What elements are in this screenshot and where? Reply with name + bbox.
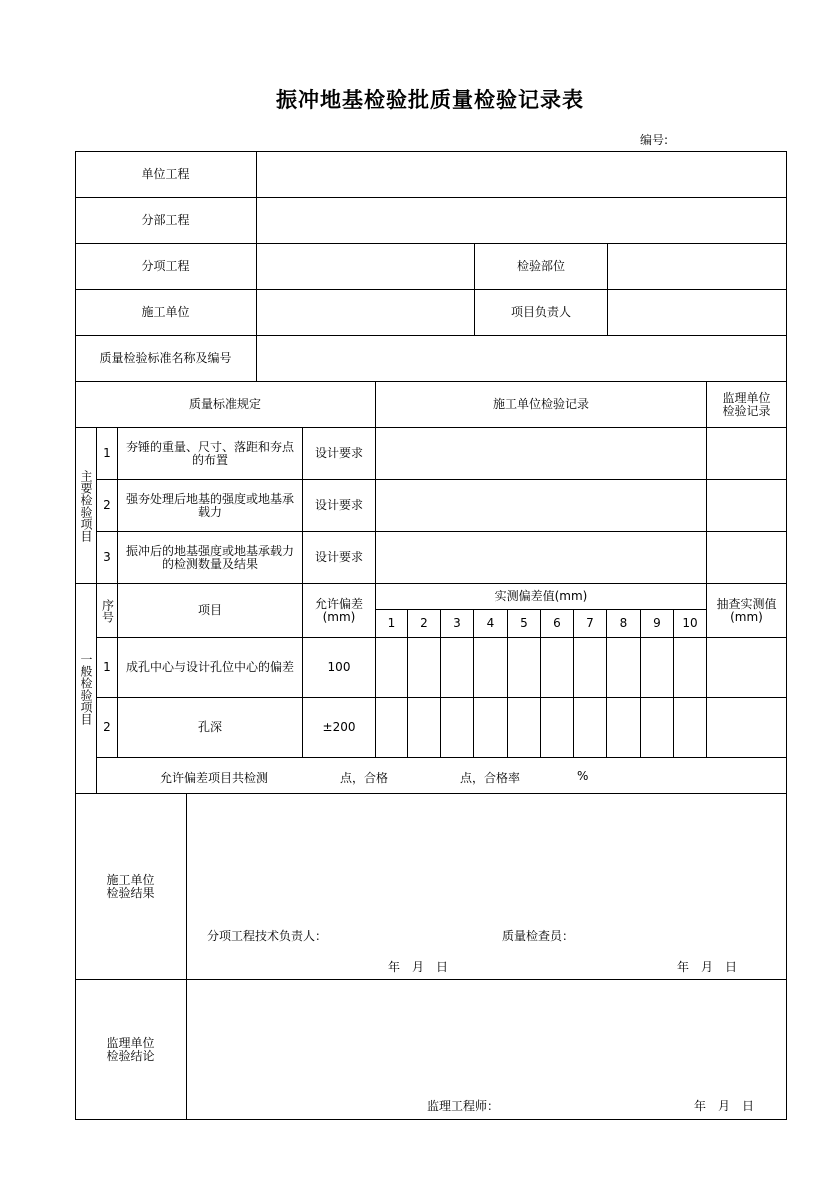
col-measured: 实测偏差值(mm)	[376, 584, 707, 610]
field-project-manager[interactable]	[608, 290, 787, 336]
main-item-desc: 强夯处理后地基的强度或地基承载力	[118, 480, 303, 532]
main-item-supervision-record[interactable]	[707, 532, 787, 584]
main-item-requirement: 设计要求	[303, 428, 376, 480]
main-items-label: 主要检验项目	[75, 428, 97, 584]
construction-date-2: 年 月 日	[677, 960, 738, 974]
measured-value-cell[interactable]	[376, 638, 408, 698]
summary-text-rate: 点，合格率	[460, 771, 521, 785]
main-item-construction-record[interactable]	[376, 480, 707, 532]
field-inspection-location[interactable]	[608, 244, 787, 290]
construction-date-1: 年 月 日	[388, 960, 449, 974]
measured-value-cell[interactable]	[574, 638, 607, 698]
main-item-desc: 振冲后的地基强度或地基承载力的检测数量及结果	[118, 532, 303, 584]
field-construction-unit[interactable]	[257, 290, 475, 336]
measured-value-cell[interactable]	[508, 698, 541, 758]
supervision-date: 年 月 日	[694, 1099, 755, 1113]
main-item-requirement: 设计要求	[303, 480, 376, 532]
spot-check-cell[interactable]	[707, 698, 787, 758]
point-header: 10	[674, 610, 707, 638]
measured-value-cell[interactable]	[376, 698, 408, 758]
point-header: 1	[376, 610, 408, 638]
point-header: 5	[508, 610, 541, 638]
measured-value-cell[interactable]	[674, 698, 707, 758]
point-header: 6	[541, 610, 574, 638]
measured-value-cell[interactable]	[474, 698, 508, 758]
label-construction-unit: 施工单位	[75, 290, 257, 336]
measured-value-cell[interactable]	[408, 698, 441, 758]
measured-value-cell[interactable]	[441, 698, 474, 758]
measured-value-cell[interactable]	[508, 638, 541, 698]
main-item-no: 3	[97, 532, 118, 584]
general-item-tolerance: 100	[303, 638, 376, 698]
point-header: 2	[408, 610, 441, 638]
label-project-manager: 项目负责人	[475, 290, 608, 336]
main-item-construction-record[interactable]	[376, 532, 707, 584]
point-header: 7	[574, 610, 607, 638]
construction-result-field[interactable]	[187, 794, 787, 980]
main-item-supervision-record[interactable]	[707, 428, 787, 480]
tech-lead-label: 分项工程技术负责人：	[207, 929, 328, 943]
main-item-no: 2	[97, 480, 118, 532]
field-item-project[interactable]	[257, 244, 475, 290]
label-inspection-location: 检验部位	[475, 244, 608, 290]
measured-value-cell[interactable]	[641, 638, 674, 698]
main-item-requirement: 设计要求	[303, 532, 376, 584]
measured-value-cell[interactable]	[674, 638, 707, 698]
col-item: 项目	[118, 584, 303, 638]
supervision-result-label: 监理单位检验结论	[75, 980, 187, 1120]
field-standard-name[interactable]	[257, 336, 787, 382]
col-tolerance	[303, 584, 376, 638]
label-standard-name: 质量检验标准名称及编号	[75, 336, 257, 382]
measured-value-cell[interactable]	[408, 638, 441, 698]
general-item-desc: 成孔中心与设计孔位中心的偏差	[118, 638, 303, 698]
label-sub-project: 分部工程	[75, 198, 257, 244]
engineer-label: 监理工程师：	[427, 1099, 500, 1113]
construction-result-label: 施工单位检验结果	[75, 794, 187, 980]
measured-value-cell[interactable]	[541, 638, 574, 698]
measured-value-cell[interactable]	[474, 638, 508, 698]
general-items-label: 一般检验项目	[75, 584, 97, 794]
main-item-desc: 夯锤的重量、尺寸、落距和夯点的布置	[118, 428, 303, 480]
number-label: 编号:	[640, 133, 669, 147]
point-header: 3	[441, 610, 474, 638]
main-item-no: 1	[97, 428, 118, 480]
summary-text-total: 允许偏差项目共检测	[160, 771, 269, 785]
main-item-supervision-record[interactable]	[707, 480, 787, 532]
form-title: 振冲地基检验批质量检验记录表	[276, 88, 584, 112]
general-item-no: 2	[97, 698, 118, 758]
point-header: 4	[474, 610, 508, 638]
col-construction-record: 施工单位检验记录	[376, 382, 707, 428]
measured-value-cell[interactable]	[574, 698, 607, 758]
col-supervision-record: 监理单位检验记录	[707, 382, 787, 428]
measured-value-cell[interactable]	[607, 638, 641, 698]
summary-text-percent: %	[577, 769, 589, 783]
general-item-no: 1	[97, 638, 118, 698]
field-sub-project[interactable]	[257, 198, 787, 244]
col-quality-standard: 质量标准规定	[75, 382, 376, 428]
point-header: 9	[641, 610, 674, 638]
label-item-project: 分项工程	[75, 244, 257, 290]
label-unit-project: 单位工程	[75, 151, 257, 198]
spot-check-cell[interactable]	[707, 638, 787, 698]
col-seq: 序号	[97, 584, 118, 638]
tolerance-header-text: 允许偏差(mm)	[314, 596, 363, 624]
inspector-label: 质量检查员：	[502, 929, 575, 943]
summary-text-pass: 点，合格	[340, 771, 389, 785]
field-unit-project[interactable]	[257, 151, 787, 198]
measured-value-cell[interactable]	[607, 698, 641, 758]
measured-value-cell[interactable]	[441, 638, 474, 698]
general-item-tolerance: ±200	[303, 698, 376, 758]
measured-value-cell[interactable]	[641, 698, 674, 758]
general-item-desc: 孔深	[118, 698, 303, 758]
measured-value-cell[interactable]	[541, 698, 574, 758]
col-spot-check: 抽查实测值(mm)	[707, 584, 787, 638]
main-item-construction-record[interactable]	[376, 428, 707, 480]
point-header: 8	[607, 610, 641, 638]
